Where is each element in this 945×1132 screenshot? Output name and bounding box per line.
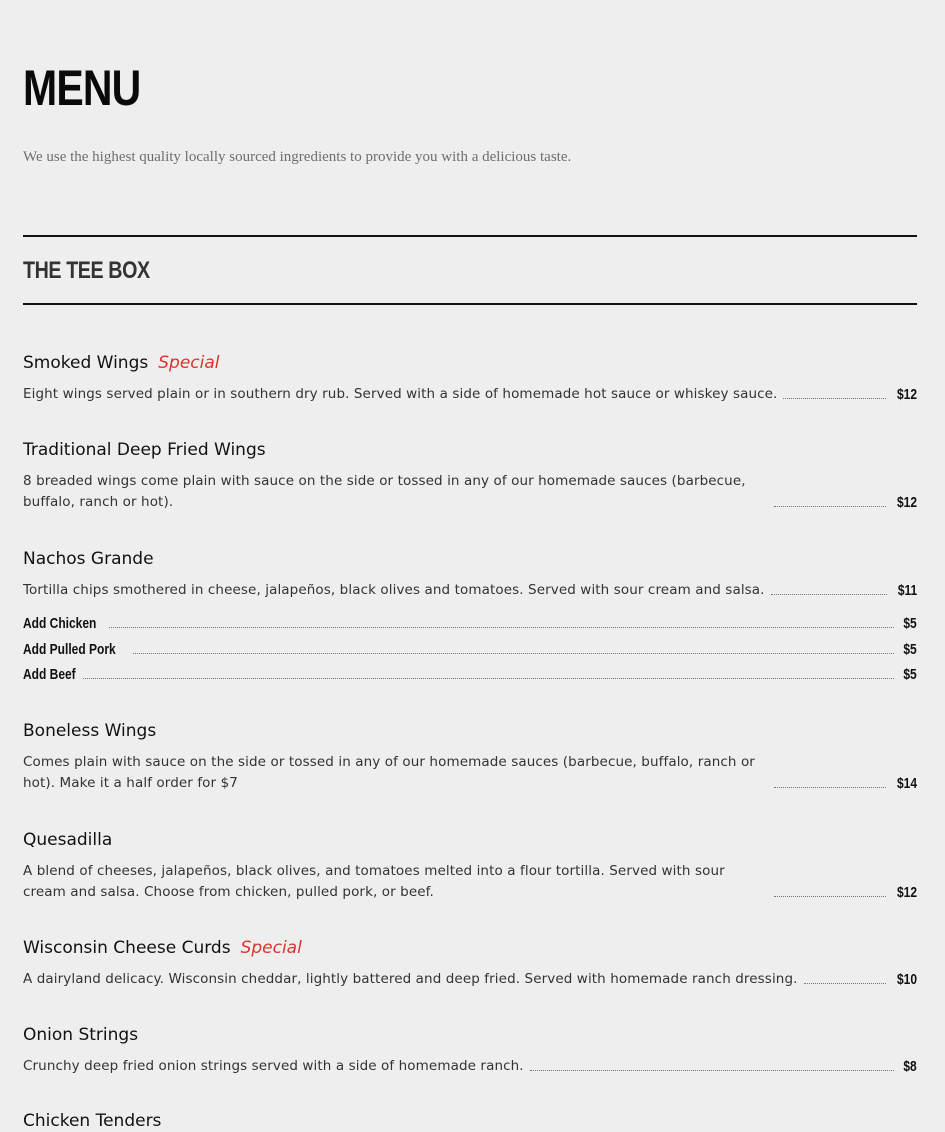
dot-leader <box>83 678 894 679</box>
menu-item-quesadilla <box>23 829 917 903</box>
dot-leader <box>133 653 894 654</box>
item-description: Eight wings served plain or in southern dry rub. Served with a side of homemade hot sauce or whiskey sauce. <box>23 386 778 402</box>
addon-name: Add Chicken <box>23 615 97 632</box>
menu-item-chicken-tenders <box>23 1110 917 1132</box>
item-name: Onion Strings <box>23 1025 139 1045</box>
item-price: $12 <box>896 386 917 403</box>
dot-leader <box>530 1070 895 1071</box>
item-name: Chicken Tenders <box>23 1111 162 1131</box>
item-name: Boneless Wings <box>23 721 157 741</box>
item-price: $14 <box>896 775 917 792</box>
menu-item-nachos-grande <box>23 548 917 601</box>
item-description: A blend of cheeses, jalapeños, black olives, and tomatoes melted into a flour tortilla. Served with sour cream and salsa. Choose from chicken, pulled pork, or beef. <box>23 863 725 900</box>
addon-name: Add Pulled Pork <box>23 641 116 658</box>
item-description: Comes plain with sauce on the side or tossed in any of our homemade sauces (barbecue, buffalo, ranch or hot). Make it a half order for $7 <box>23 754 755 791</box>
item-name: Traditional Deep Fried Wings <box>23 440 266 460</box>
item-price: $12 <box>896 884 917 901</box>
addon-row <box>23 613 917 634</box>
special-badge: Special <box>240 938 302 958</box>
item-price: $8 <box>903 1058 917 1075</box>
section-divider-bottom <box>23 303 917 305</box>
dot-leader <box>774 506 886 507</box>
addon-price: $5 <box>903 615 917 632</box>
addon-price: $5 <box>903 666 917 683</box>
dot-leader <box>771 594 887 595</box>
item-description: A dairyland delicacy. Wisconsin cheddar, lightly battered and deep fried. Served with homemade ranch dressing. <box>23 971 798 987</box>
item-description: Crunchy deep fried onion strings served with a side of homemade ranch. <box>23 1058 524 1074</box>
addon-price: $5 <box>903 641 917 658</box>
item-name: Wisconsin Cheese Curds <box>23 938 231 958</box>
dot-leader <box>774 787 886 788</box>
item-description: Tortilla chips smothered in cheese, jalapeños, black olives and tomatoes. Served with sour cream and salsa. <box>23 582 765 598</box>
section-title: THE TEE BOX <box>23 257 150 284</box>
addon-name: Add Beef <box>23 666 76 683</box>
section-divider-top <box>23 235 917 237</box>
menu-item-cheese-curds <box>23 937 917 990</box>
item-name: Smoked Wings <box>23 353 149 373</box>
menu-item-onion-strings <box>23 1024 917 1077</box>
menu-item-traditional-wings <box>23 439 917 513</box>
dot-leader <box>783 398 886 399</box>
page-subtitle: We use the highest quality locally sourced ingredients to provide you with a delicious taste. <box>23 149 572 165</box>
addon-row <box>23 664 917 685</box>
item-price: $11 <box>897 582 917 599</box>
item-name: Nachos Grande <box>23 549 154 569</box>
page-title: MENU <box>23 60 141 116</box>
dot-leader <box>109 627 895 628</box>
dot-leader <box>804 983 886 984</box>
item-description: 8 breaded wings come plain with sauce on the side or tossed in any of our homemade sauces (barbecue, buffalo, ranch or hot). <box>23 473 746 510</box>
menu-item-boneless-wings <box>23 720 917 794</box>
dot-leader <box>774 896 886 897</box>
item-price: $12 <box>896 494 917 511</box>
item-name: Quesadilla <box>23 830 113 850</box>
addon-row <box>23 639 917 660</box>
item-price: $10 <box>896 971 917 988</box>
menu-item-smoked-wings <box>23 352 917 405</box>
special-badge: Special <box>158 353 220 373</box>
